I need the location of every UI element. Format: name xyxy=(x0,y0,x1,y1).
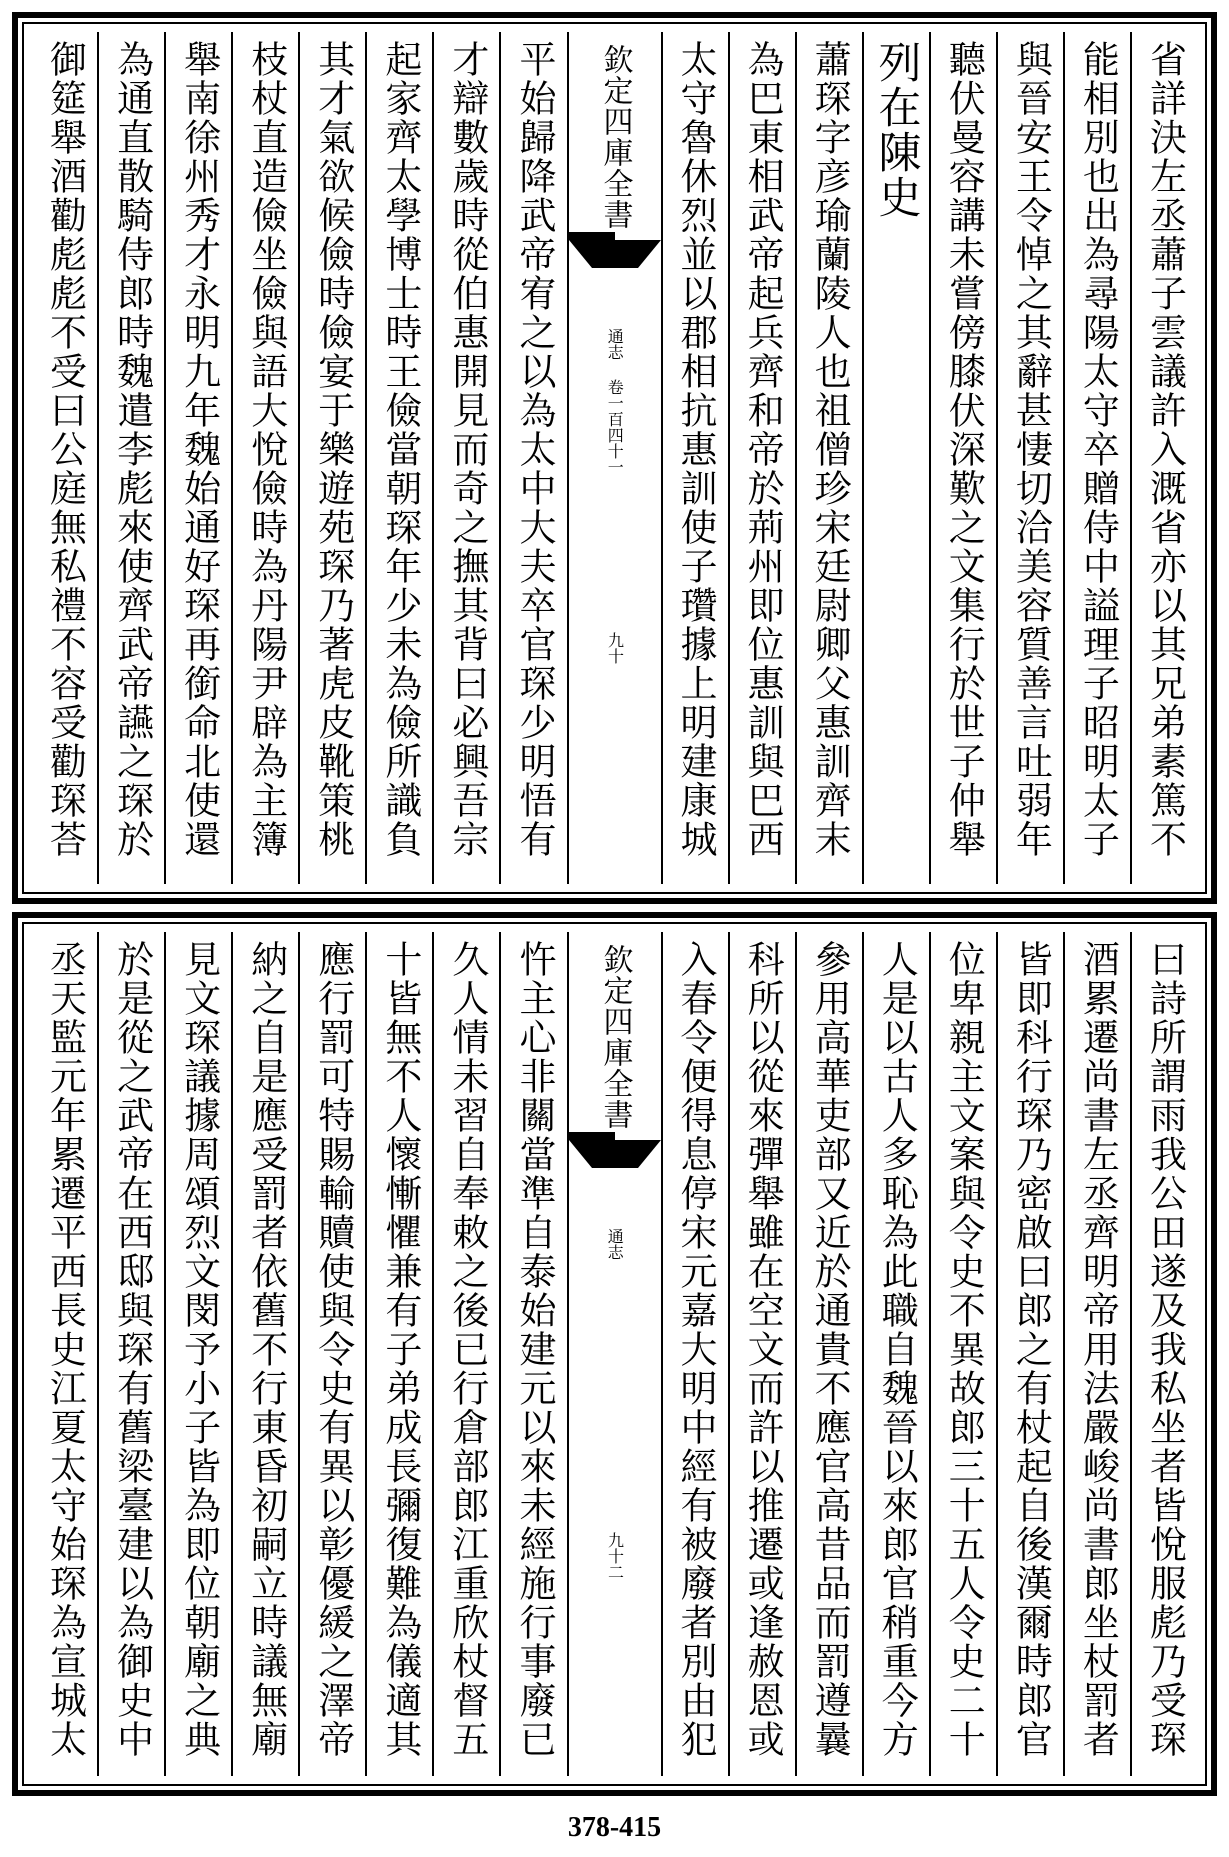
column-text: 能相別也出為尋陽太守卒贈侍中謚理子昭明太子 xyxy=(1076,40,1120,859)
column-text: 枝杖直造儉坐儉與語大悅儉時為丹陽尹辟為主簿 xyxy=(244,40,288,859)
column-text: 太守魯休烈並以郡相抗惠訓使子瓚據上明建康城 xyxy=(674,40,717,859)
column-text: 十皆無不人懷慚懼兼有子弟成長彌復難為儀適其 xyxy=(378,940,422,1759)
column-text: 於是從之武帝在西邸與琛有舊梁臺建以為御史中 xyxy=(110,940,154,1759)
text-column xyxy=(164,932,231,1776)
center-gutter xyxy=(567,32,661,884)
text-column xyxy=(929,932,996,1776)
text-column xyxy=(1130,32,1197,884)
text-column xyxy=(929,32,996,884)
text-column xyxy=(728,932,795,1776)
gutter-title: 欽定四庫全書 xyxy=(597,944,633,1130)
column-text: 列在陳史 xyxy=(871,40,922,220)
text-column xyxy=(298,932,365,1776)
fish-tail-mark-icon xyxy=(569,240,661,268)
text-column xyxy=(97,32,164,884)
column-text: 忤主心非關當準自泰始建元以來未經施行事廢已 xyxy=(512,940,556,1759)
column-text: 久人情未習自奉敕之後已行倉部郎江重欣杖督五 xyxy=(445,940,489,1759)
text-column xyxy=(499,32,566,884)
text-column xyxy=(996,932,1063,1776)
text-column xyxy=(862,32,929,884)
text-column xyxy=(164,32,231,884)
column-text: 皆即科行琛乃密啟曰郎之有杖起自後漢爾時郎官 xyxy=(1009,940,1053,1759)
column-text: 納之自是應受罰者依舊不行東昏初嗣立時議無廟 xyxy=(244,940,288,1759)
gutter-page-number: 九十二 xyxy=(605,1532,625,1580)
text-column xyxy=(661,32,728,884)
gutter-page-number: 九十 xyxy=(605,632,625,664)
gutter-book-label: 通志 xyxy=(605,1228,625,1260)
column-text: 入春令便得息停宋元嘉大明中經有被廢者別由犯 xyxy=(674,940,717,1759)
text-column xyxy=(996,32,1063,884)
column-text: 丞天監元年累遷平西長史江夏太守始琛為宣城太 xyxy=(43,940,87,1759)
column-text: 其才氣欲候儉時儉宴于樂遊苑琛乃著虎皮靴策桃 xyxy=(311,40,355,859)
column-text: 見文琛議據周頌烈文閔予小子皆為即位朝廟之典 xyxy=(177,940,221,1759)
column-text: 與晉安王令悼之其辭甚悽切洽美容質善言吐弱年 xyxy=(1009,40,1053,859)
column-text: 為巴東相武帝起兵齊和帝於荊州即位惠訓與巴西 xyxy=(741,40,785,859)
column-text: 舉南徐州秀才永明九年魏始通好琛再銜命北使還 xyxy=(177,40,221,859)
column-text: 人是以古人多恥為此職自魏晉以來郎官稍重今方 xyxy=(875,940,919,1759)
column-text: 御筵舉酒勸彪彪不受曰公庭無私禮不容受勸琛荅 xyxy=(43,40,87,859)
text-column xyxy=(365,32,432,884)
text-column xyxy=(365,932,432,1776)
text-column xyxy=(1063,32,1130,884)
text-column xyxy=(32,32,97,884)
upper-page-columns xyxy=(32,32,1197,884)
upper-page xyxy=(12,12,1217,904)
text-column xyxy=(499,932,566,1776)
text-column xyxy=(661,932,728,1776)
column-text: 平始歸降武帝宥之以為太中大夫卒官琛少明悟有 xyxy=(512,40,556,859)
text-column xyxy=(1063,932,1130,1776)
column-text: 酒累遷尚書左丞齊明帝用法嚴峻尚書郎坐杖罰者 xyxy=(1076,940,1120,1759)
text-column xyxy=(795,32,862,884)
text-column xyxy=(1130,932,1197,1776)
text-column xyxy=(97,932,164,1776)
fish-tail-mark-icon xyxy=(569,1140,661,1168)
lower-page-columns xyxy=(32,932,1197,1776)
column-text: 才辯數歲時從伯惠開見而奇之撫其背曰必興吾宗 xyxy=(445,40,489,859)
gutter-title: 欽定四庫全書 xyxy=(597,44,633,230)
text-column xyxy=(795,932,862,1776)
text-column xyxy=(298,32,365,884)
column-text: 聽伏曼容講未嘗傍膝伏深歎之文集行於世子仲舉 xyxy=(942,40,986,859)
text-column xyxy=(231,32,298,884)
column-text: 應行罰可特賜輸贖使與令史有異以彰優緩之澤帝 xyxy=(311,940,355,1759)
column-text: 為通直散騎侍郎時魏遣李彪來使齊武帝讌之琛於 xyxy=(110,40,154,859)
text-column xyxy=(432,32,499,884)
column-text: 科所以從來彈舉雖在空文而許以推遷或逢赦恩或 xyxy=(741,940,785,1759)
column-text: 起家齊太學博士時王儉當朝琛年少未為儉所識負 xyxy=(378,40,422,859)
text-column xyxy=(231,932,298,1776)
column-text: 位卑親主文案與令史不異故郎三十五人令史二十 xyxy=(942,940,986,1759)
text-column xyxy=(728,32,795,884)
page-footer-number: 378-415 xyxy=(567,1812,662,1843)
column-text: 省詳決左丞蕭子雲議許入溉省亦以其兄弟素篤不 xyxy=(1143,40,1187,859)
text-column xyxy=(432,932,499,1776)
column-text: 蕭琛字彦瑜蘭陵人也祖僧珍宋廷尉卿父惠訓齊末 xyxy=(808,40,852,859)
center-gutter xyxy=(567,932,661,1776)
lower-page xyxy=(12,912,1217,1796)
column-text: 曰詩所謂雨我公田遂及我私坐者皆悅服彪乃受琛 xyxy=(1143,940,1187,1759)
gutter-book-label: 通志 卷一百四十一 xyxy=(605,328,625,475)
text-column xyxy=(862,932,929,1776)
text-column xyxy=(32,932,97,1776)
column-text: 參用高華吏部又近於通貴不應官高昔品而罰遵曩 xyxy=(808,940,852,1759)
